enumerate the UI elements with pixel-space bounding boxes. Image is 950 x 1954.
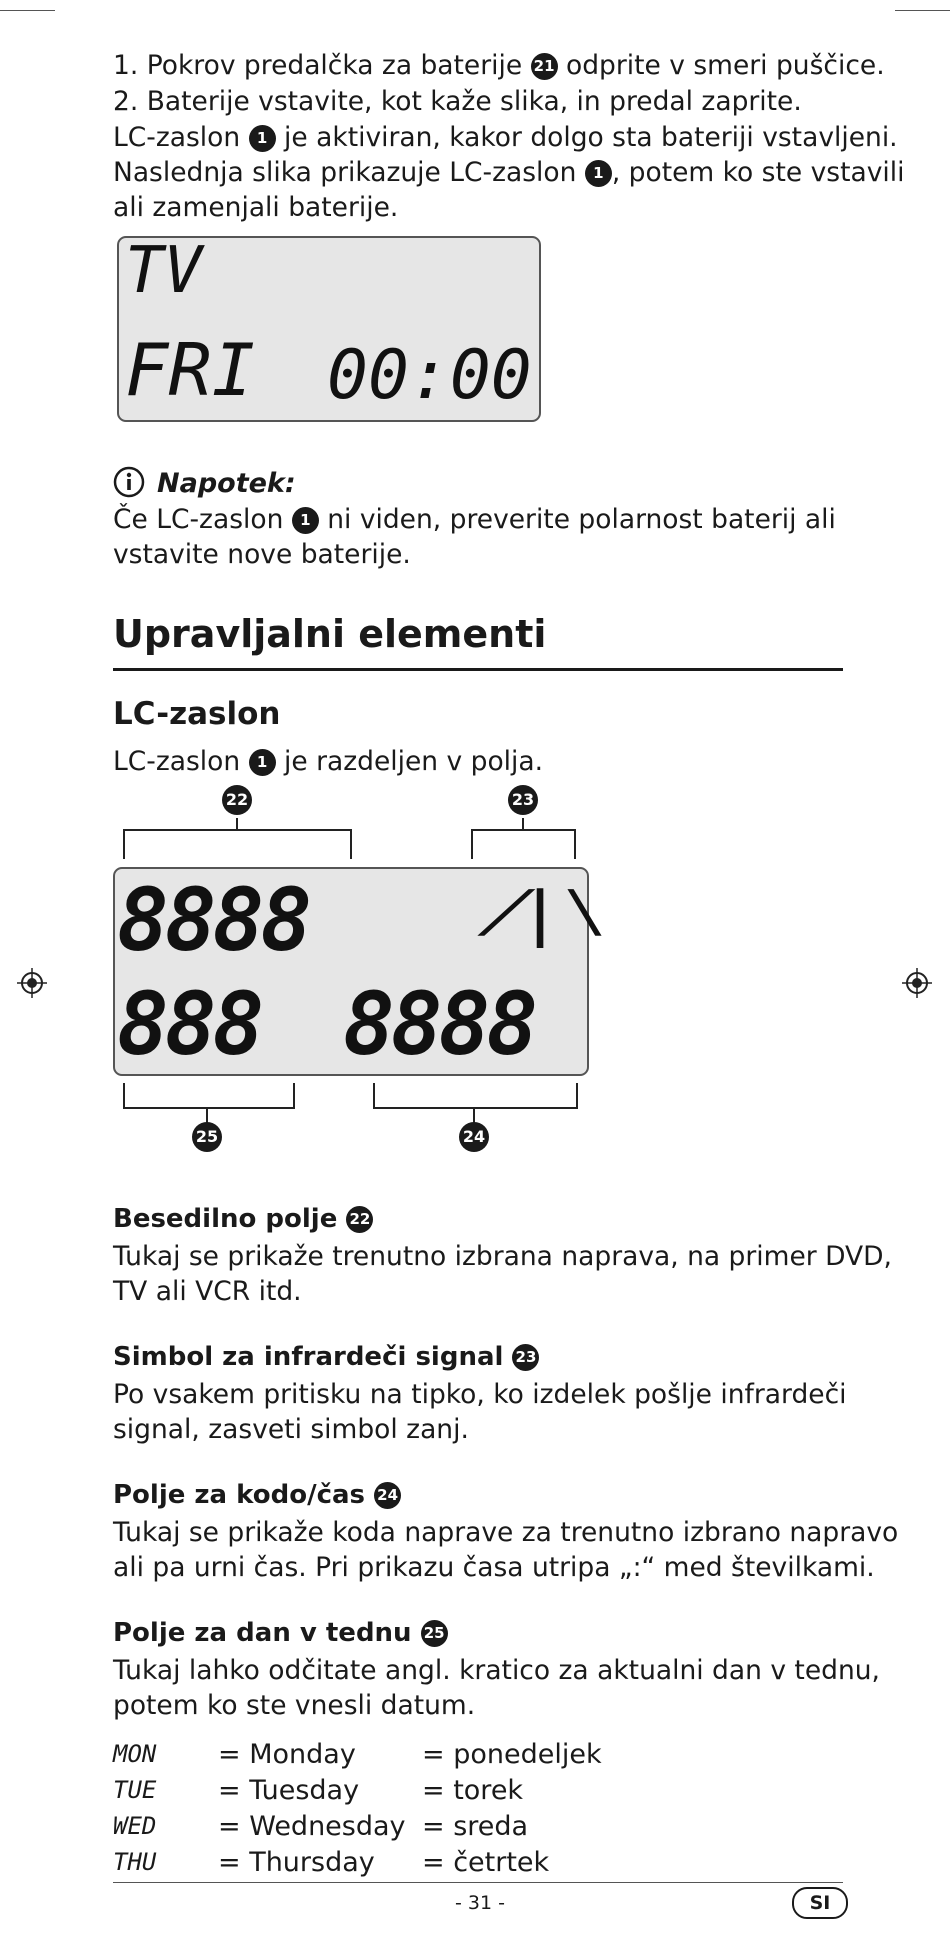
day-slovene: = ponedeljek (422, 1738, 602, 1770)
ref-badge: 1 (249, 125, 276, 152)
item-heading-code-field: Polje za kodo/čas 24 (113, 1480, 401, 1510)
bracket-text-field (123, 829, 352, 859)
note-text: vstavite nove baterije. (113, 539, 411, 570)
lcd-time-text: 00:00 (327, 336, 532, 415)
table-row (113, 1736, 602, 1772)
weekday-table (113, 1736, 602, 1880)
day-code: WED (113, 1812, 157, 1840)
step-1: 1. Pokrov predalčka za baterije 21 odprite v smeri puščice. (113, 50, 885, 81)
callout-text-field: 22 (222, 785, 252, 815)
day-english: = Thursday (218, 1846, 375, 1878)
section-title: Upravljalni elementi (113, 612, 547, 656)
day-slovene: = četrtek (422, 1846, 550, 1878)
lcd-day-text: FRI (125, 328, 256, 412)
subsection-title: LC-zaslon (113, 696, 281, 732)
bracket-code-field (373, 1083, 578, 1109)
lcd-display-figure (117, 236, 541, 422)
callout-line (473, 1109, 475, 1123)
day-code: THU (113, 1848, 157, 1876)
table-row (113, 1844, 602, 1880)
ref-badge: 24 (374, 1482, 401, 1509)
day-english: = Monday (218, 1738, 356, 1770)
item-description: Tukaj se prikaže trenutno izbrana naprava, na primer DVD, (113, 1241, 892, 1272)
subsection-intro: LC-zaslon 1 je razdeljen v polja. (113, 746, 544, 777)
lcd-code-field-digits: 8888 (343, 975, 535, 1075)
item-description: potem ko ste vnesli datum. (113, 1690, 476, 1721)
ref-badge: 1 (585, 160, 612, 187)
info-icon (113, 466, 145, 498)
note-heading: Napotek: (113, 466, 296, 499)
footer-rule (113, 1882, 843, 1883)
section-rule (113, 668, 843, 671)
item-description: TV ali VCR itd. (113, 1276, 302, 1307)
day-code: MON (113, 1740, 157, 1768)
item-description: ali pa urni čas. Pri prikazu časa utripa „:“ med številkami. (113, 1552, 875, 1583)
item-heading-day-field: Polje za dan v tednu 25 (113, 1618, 448, 1648)
lcd-fields-diagram (113, 867, 601, 1076)
lcd-day-field-digits: 888 (117, 975, 261, 1075)
callout-line (206, 1109, 208, 1123)
ref-badge: 23 (512, 1344, 539, 1371)
day-code: TUE (113, 1776, 157, 1804)
callout-ir-symbol: 23 (508, 785, 538, 815)
lcd-text-field-digits: 8888 (117, 871, 309, 971)
table-row (113, 1772, 602, 1808)
ref-badge: 1 (249, 749, 276, 776)
bracket-ir-symbol (471, 829, 576, 859)
bracket-day-field (123, 1083, 295, 1109)
callout-day-field: 25 (192, 1122, 222, 1152)
note-text: Če LC-zaslon 1 ni viden, preverite polarnost baterij ali (113, 504, 836, 535)
crop-mark-left (0, 10, 55, 11)
item-heading-text-field: Besedilno polje 22 (113, 1204, 373, 1234)
language-badge: SI (792, 1887, 848, 1919)
item-description: Tukaj lahko odčitate angl. kratico za aktualni dan v tednu, (113, 1655, 880, 1686)
crop-mark-right (895, 10, 950, 11)
callout-code-field: 24 (459, 1122, 489, 1152)
ref-badge: 25 (421, 1620, 448, 1647)
item-description: signal, zasveti simbol zanj. (113, 1414, 469, 1445)
figure-caption-line: Naslednja slika prikazuje LC-zaslon 1 , potem ko ste vstavili (113, 157, 905, 188)
lcd-device-text: TV (125, 234, 203, 308)
ref-badge: 1 (292, 507, 319, 534)
figure-caption-line: ali zamenjali baterije. (113, 192, 399, 223)
table-row (113, 1808, 602, 1844)
day-english: = Wednesday (218, 1810, 406, 1842)
registration-mark-icon (17, 968, 47, 998)
item-description: Po vsakem pritisku na tipko, ko izdelek pošlje infrardeči (113, 1379, 847, 1410)
item-heading-ir-symbol: Simbol za infrardeči signal 23 (113, 1342, 539, 1372)
lcd-active-text: LC-zaslon 1 je aktiviran, kakor dolgo sta bateriji vstavljeni. (113, 122, 898, 153)
day-slovene: = sreda (422, 1810, 529, 1842)
page-number: - 31 - (455, 1892, 505, 1914)
lcd-ir-symbol: ⟋|⟍ (480, 879, 601, 949)
ref-badge: 22 (346, 1206, 373, 1233)
step-2: 2. Baterije vstavite, kot kaže slika, in predal zaprite. (113, 86, 802, 117)
registration-mark-icon (902, 968, 932, 998)
item-description: Tukaj se prikaže koda naprave za trenutno izbrano napravo (113, 1517, 899, 1548)
day-english: = Tuesday (218, 1774, 360, 1806)
ref-badge: 21 (531, 53, 558, 80)
day-slovene: = torek (422, 1774, 524, 1806)
